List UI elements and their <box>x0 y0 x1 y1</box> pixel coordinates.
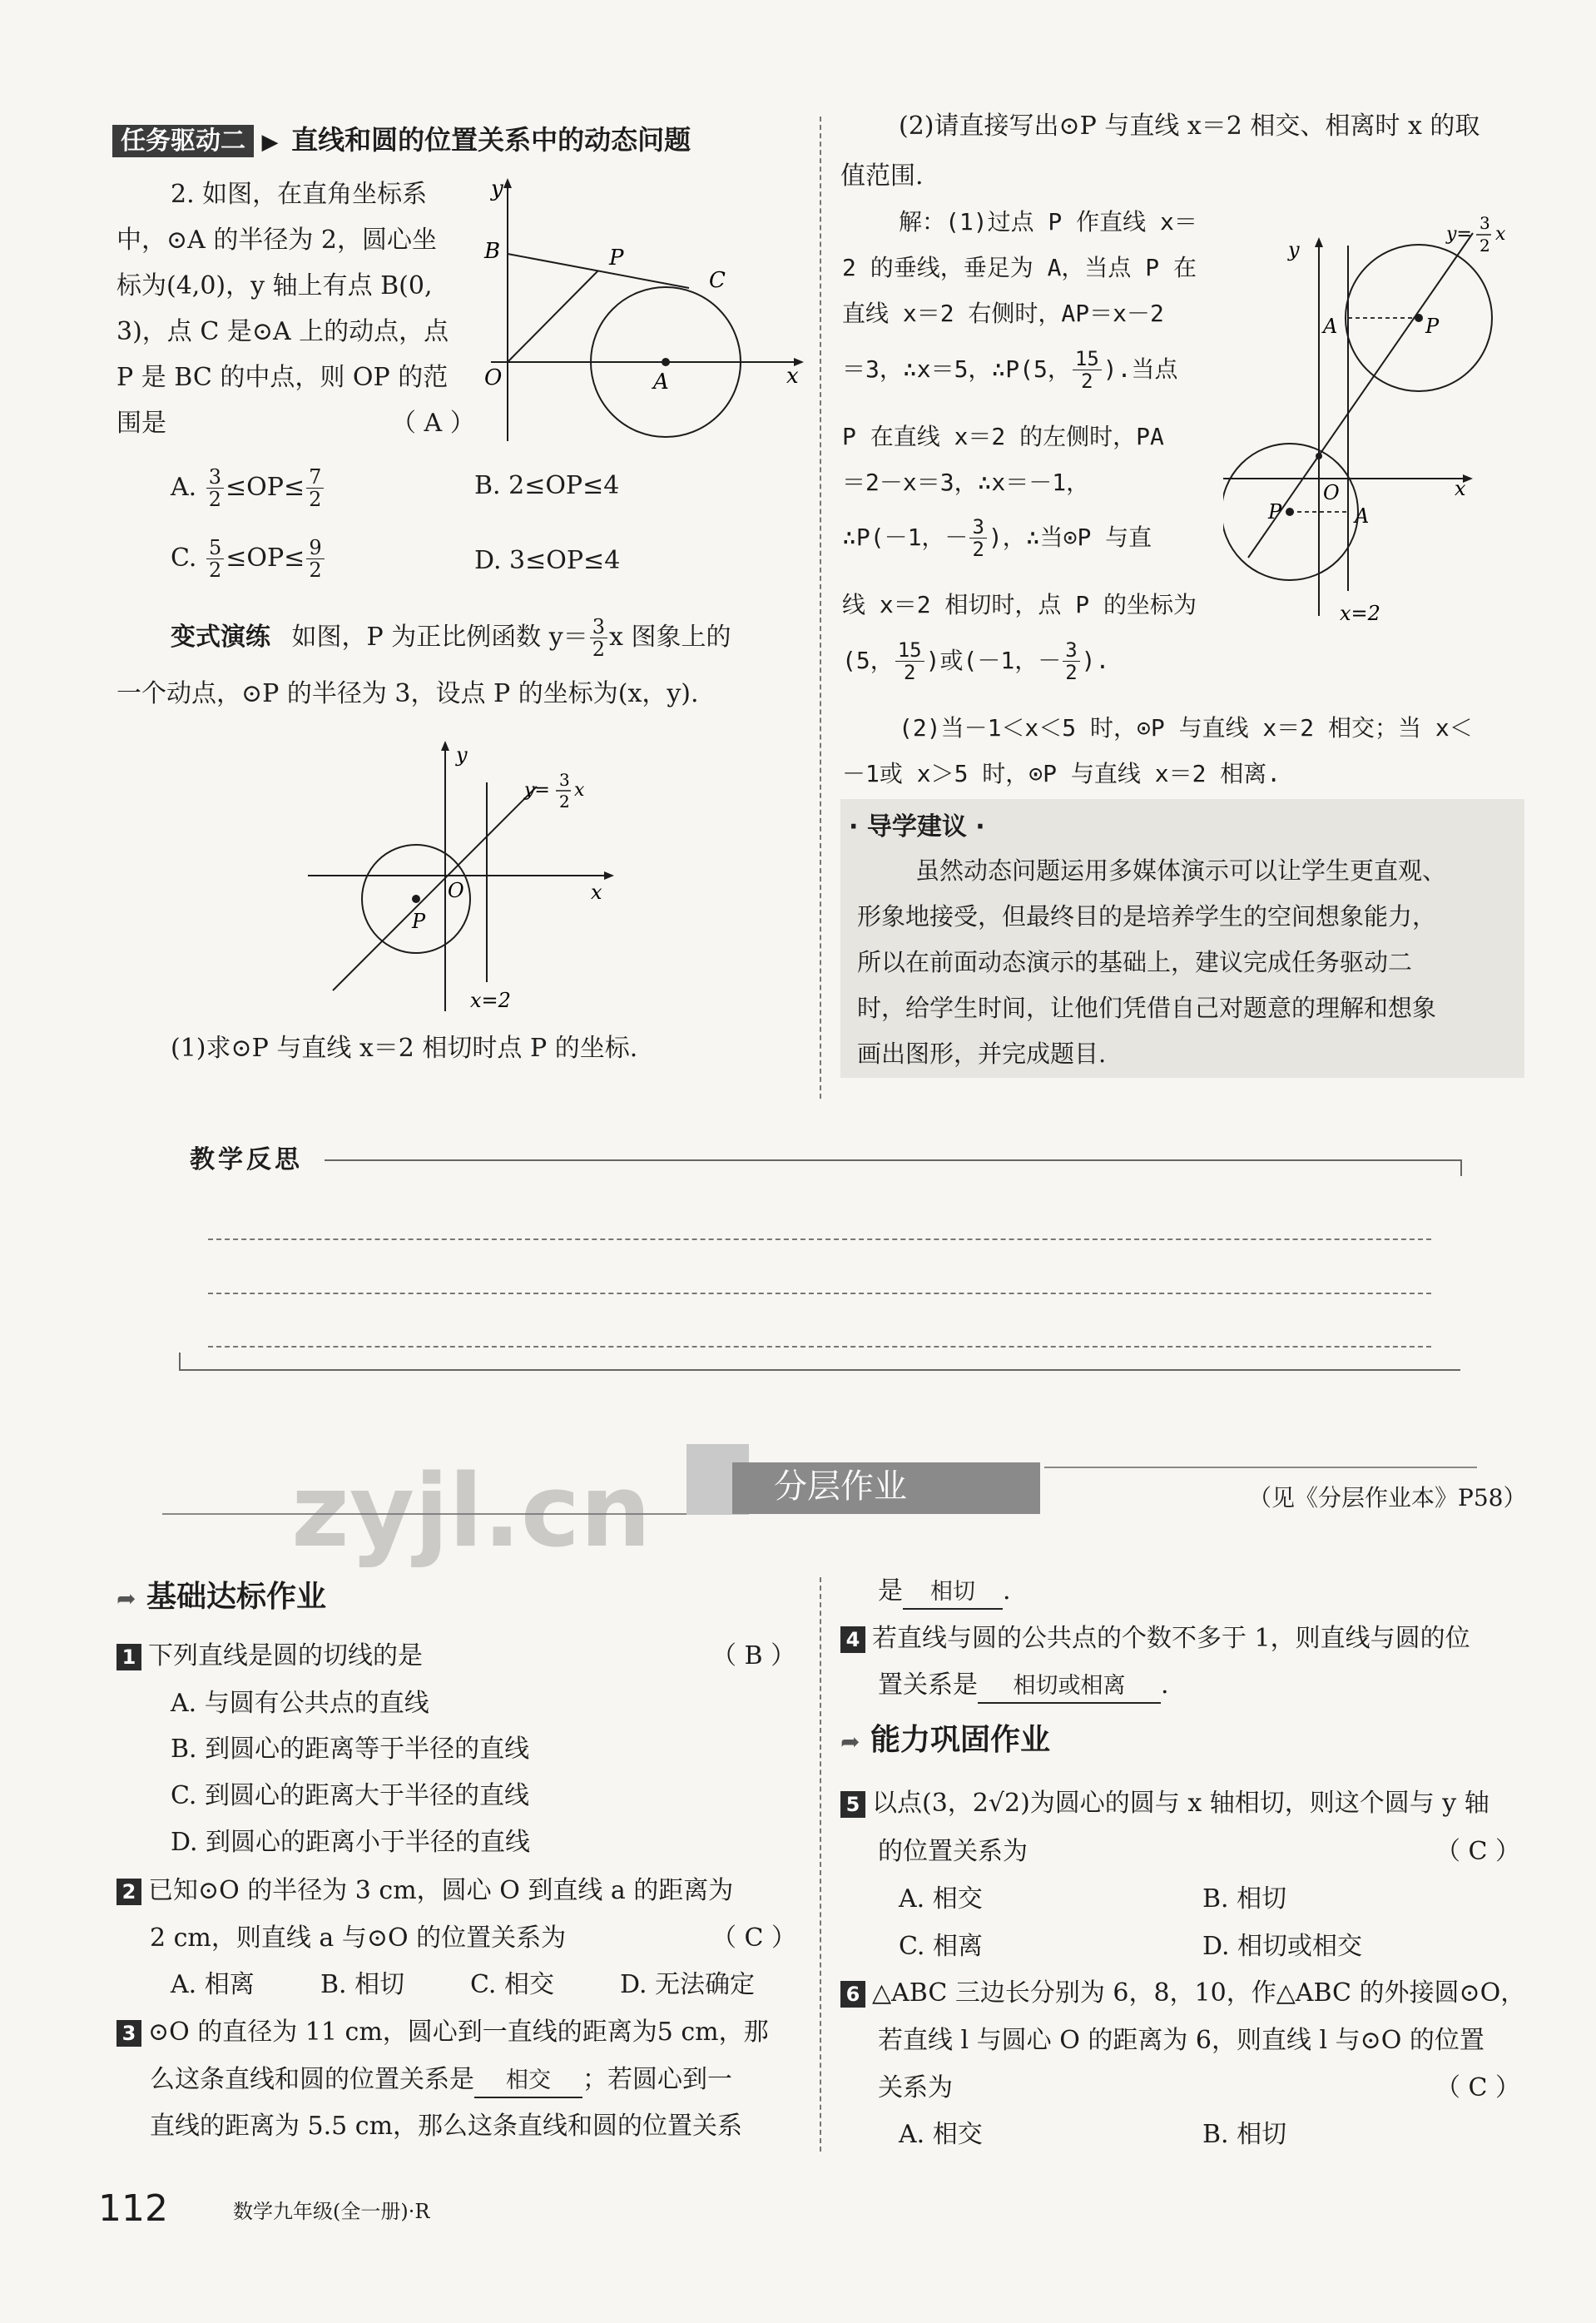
q3-continued: 是 相切 . <box>878 1573 1011 1610</box>
task-title: 直线和圆的位置关系中的动态问题 <box>291 124 691 156</box>
q-line: P 是 BC 的中点，则 OP 的范 <box>116 363 449 392</box>
reflection-left-line <box>179 1353 181 1369</box>
task-header <box>112 121 691 160</box>
fig1-a: A <box>653 370 669 395</box>
option-b: B. 2≤OP≤4 <box>474 471 620 500</box>
option-a: A. $\frac{3}{2}$ ≤OP≤ $\frac{7}{2}$ <box>171 466 325 511</box>
column-divider <box>820 117 821 1099</box>
svg-text:x: x <box>1495 224 1506 245</box>
svg-text:P: P <box>1268 500 1282 524</box>
sub-question-2-b: 值范围. <box>840 161 924 191</box>
q-line: 3)，点 C 是⊙A 上的动点，点 <box>116 317 449 346</box>
svg-text:A: A <box>1323 315 1338 338</box>
sub-question-2-a: (2)请直接写出⊙P 与直线 x＝2 相交、相离时 x 的取 <box>899 112 1480 141</box>
reflection-line <box>208 1293 1431 1294</box>
svg-text:x: x <box>591 881 602 904</box>
svg-text:O: O <box>1323 481 1340 504</box>
figure-circle-a <box>474 175 807 449</box>
reflection-line <box>208 1238 1431 1240</box>
svg-text:y=: y= <box>524 780 550 801</box>
fig1-x: x <box>786 364 799 389</box>
variant-label: 变式演练 <box>171 622 270 652</box>
fig1-b: B <box>484 239 501 264</box>
svg-text:A: A <box>1355 504 1370 528</box>
figure-variant <box>300 732 632 1015</box>
option-d: D. 3≤OP≤4 <box>474 546 621 575</box>
svg-text:y=: y= <box>1446 224 1472 245</box>
reflection-right-line <box>1460 1159 1462 1176</box>
homework-column-divider <box>820 1577 821 2152</box>
svg-text:x=2: x=2 <box>1340 602 1380 625</box>
reflection-title: 教学反思 <box>190 1145 303 1174</box>
reflection-top-line <box>325 1159 1460 1161</box>
option-c: C. $\frac{5}{2}$ ≤OP≤ $\frac{9}{2}$ <box>171 537 326 582</box>
banner-title: 分层作业 <box>774 1467 907 1506</box>
watermark: zyjl.cn <box>291 1454 652 1570</box>
reflection-line <box>208 1346 1431 1348</box>
svg-text:3: 3 <box>1480 213 1490 233</box>
arrow-icon: ➦ <box>116 1585 136 1612</box>
svg-text:2: 2 <box>559 792 570 812</box>
fig1-c: C <box>709 268 726 293</box>
svg-text:3: 3 <box>559 770 570 790</box>
fig1-y: y <box>491 176 503 201</box>
banner-line-right <box>1044 1467 1477 1468</box>
book-title: 数学九年级(全一册)·R <box>233 2200 430 2223</box>
variant-line-2: 一个动点，⊙P 的半径为 3，设点 P 的坐标为(x，y). <box>116 679 699 708</box>
sub-question-1: (1)求⊙P 与直线 x＝2 相切时点 P 的坐标. <box>171 1034 638 1063</box>
svg-text:x: x <box>574 780 585 801</box>
q-line: 2. 如图，在直角坐标系 <box>171 180 428 209</box>
q-line: 中，⊙A 的半径为 2，圆心坐 <box>116 226 437 255</box>
page-number: 112 <box>98 2187 168 2230</box>
q-answer: （ A ） <box>391 409 475 438</box>
figure-solution <box>1223 200 1573 633</box>
fig1-o: O <box>484 365 503 390</box>
svg-text:y: y <box>456 743 468 767</box>
task-tag: 任务驱动二 <box>112 125 254 157</box>
svg-text:O: O <box>448 879 464 902</box>
reflection-bottom-line <box>179 1369 1460 1371</box>
fig1-p: P <box>609 246 624 271</box>
svg-text:2: 2 <box>1480 236 1490 256</box>
guide-title: · 导学建议 · <box>849 812 985 841</box>
q-line: 标为(4,0)，y 轴上有点 B(0, <box>116 271 433 300</box>
q-line: 围是 <box>116 409 166 438</box>
svg-text:P: P <box>412 910 426 933</box>
ability-section-title: ➦ 能力巩固作业 <box>840 1723 1051 1757</box>
svg-text:x: x <box>1455 477 1466 500</box>
arrow-icon: ➦ <box>840 1728 860 1755</box>
svg-text:P: P <box>1425 315 1440 338</box>
chevron-icon: ▶ <box>261 130 279 155</box>
svg-text:y: y <box>1288 238 1300 261</box>
banner-ref: （见《分层作业本》P58） <box>1248 1484 1527 1511</box>
basic-section-title: ➦ 基础达标作业 <box>116 1580 327 1614</box>
svg-text:x=2: x=2 <box>470 989 511 1012</box>
variant-line-1: 变式演练 如图，P 为正比例函数 y＝ $\frac{3}{2}$ x 图象上的 <box>171 615 731 662</box>
